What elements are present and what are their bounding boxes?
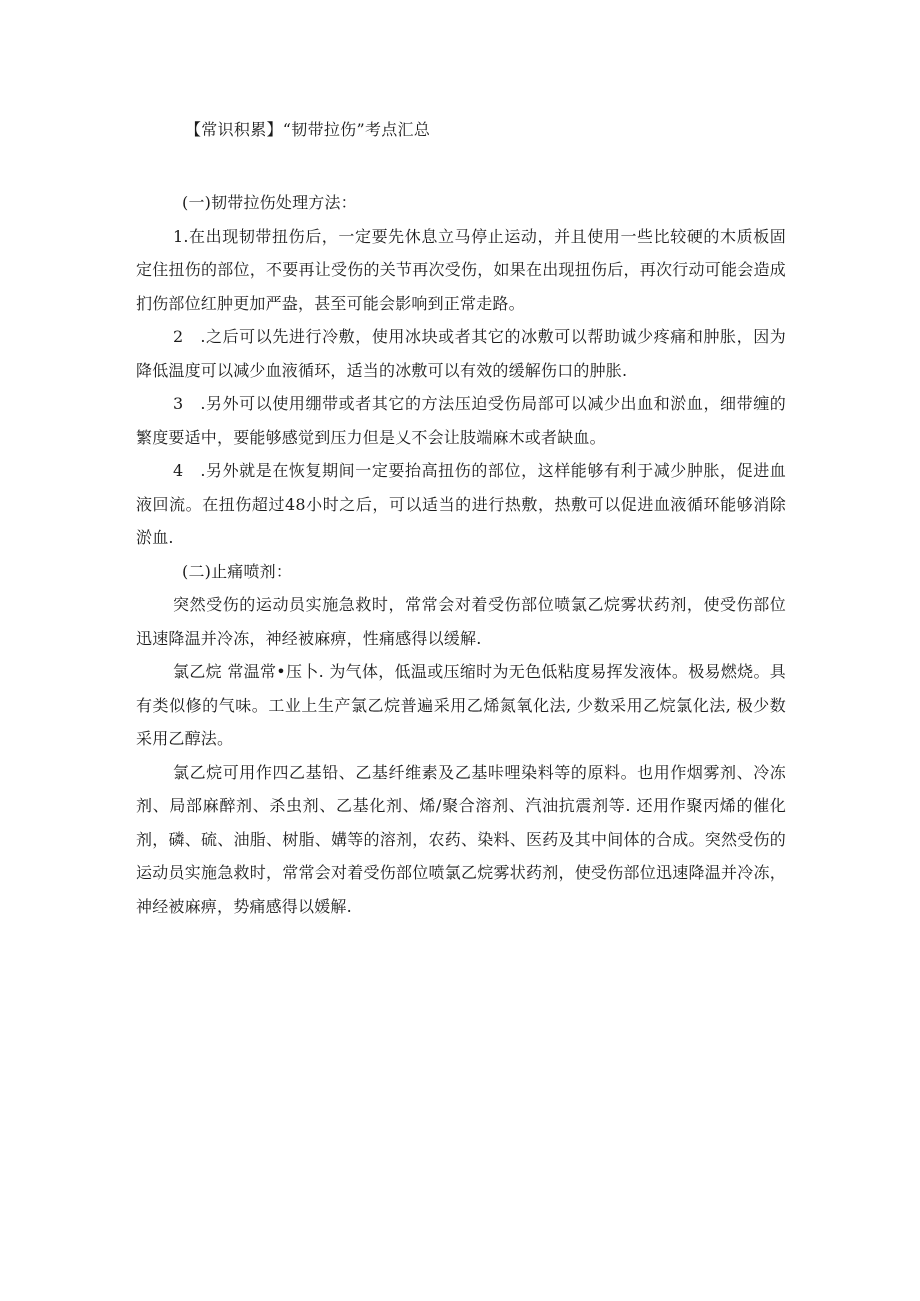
paragraph-2-3: 氯乙烷可用作四乙基铅、乙基纤维素及乙基咔哩染料等的原料。也用作烟雾剂、冷冻剂、局部麻醉剂、杀虫剂、乙基化剂、烯/聚合溶剂、汽油抗震剂等. 还用作聚丙烯的催化剂，磷、硫、油脂、树脂、媾等的溶剂，农药、染料、医药及其中间体的合成。突然受伤的运动员实施急救时，常常会对着受伤部位喷氯乙烷雾状药剂，使受伤部位迅速降温并冷冻，神经被麻痹，势痛感得以媛解.: [136, 762, 786, 916]
paragraph-1-2: 2 .之后可以先进行冷敷，使用冰块或者其它的冰敷可以帮助诚少疼痛和肿胀，因为降低温度可以减少血液循环，适当的冰敷可以有效的缓解伤口的肿胀.: [136, 327, 786, 380]
paragraph-1-1: 1.在出现韧带扭伤后，一定要先休息立马停止运动，并且使用一些比较硬的木质板固定住扭伤的部位，不要再让受伤的关节再次受伤，如果在出现扭伤后，再次行动可能会造成扪伤部位红肿更加严盎，甚至可能会影响到正常走路。: [136, 226, 786, 313]
paragraph-2-1: 突然受伤的运动员实施急救时，常常会对着受伤部位喷氯乙烷雾状药剂，使受伤部位迅速降温并冷冻，神经被麻痹，性痛感得以缓解.: [136, 595, 786, 648]
paragraph-1-4: 4 .另外就是在恢复期间一定要抬高扭伤的部位，这样能够有利于减少肿胀，促进血液回流。在扭伤超过48小时之后，可以适当的进行热敷，热敷可以促进血液循环能够消除淤血.: [136, 461, 786, 547]
paragraph-2-2: 氯乙烷 常温常•压卜. 为气体，低温或压缩时为无色低粘度易挥发液体。极易燃烧。具有类似修的气味。工业上生产氯乙烷普遍采用乙烯氮氧化法, 少数采用乙烷氯化法, 极少数采用乙醇法。: [136, 662, 786, 748]
document-title: 【常识积累】“韧带拉伤”考点汇总: [185, 120, 431, 139]
section-heading-2: (二)止痛喷剂：: [182, 561, 293, 581]
title-spacer: [136, 144, 786, 186]
document-body: [136, 116, 786, 923]
paragraph-1-3: 3 .另外可以使用绷带或者其它的方法压迫受伤局部可以减少出血和淤血，细带缠的繁度要适中，要能够感觉到压力但是乂不会让肢端麻木或者缺血。: [136, 394, 786, 447]
section-heading-1: (一)韧带拉伤处理方法：: [182, 193, 357, 212]
